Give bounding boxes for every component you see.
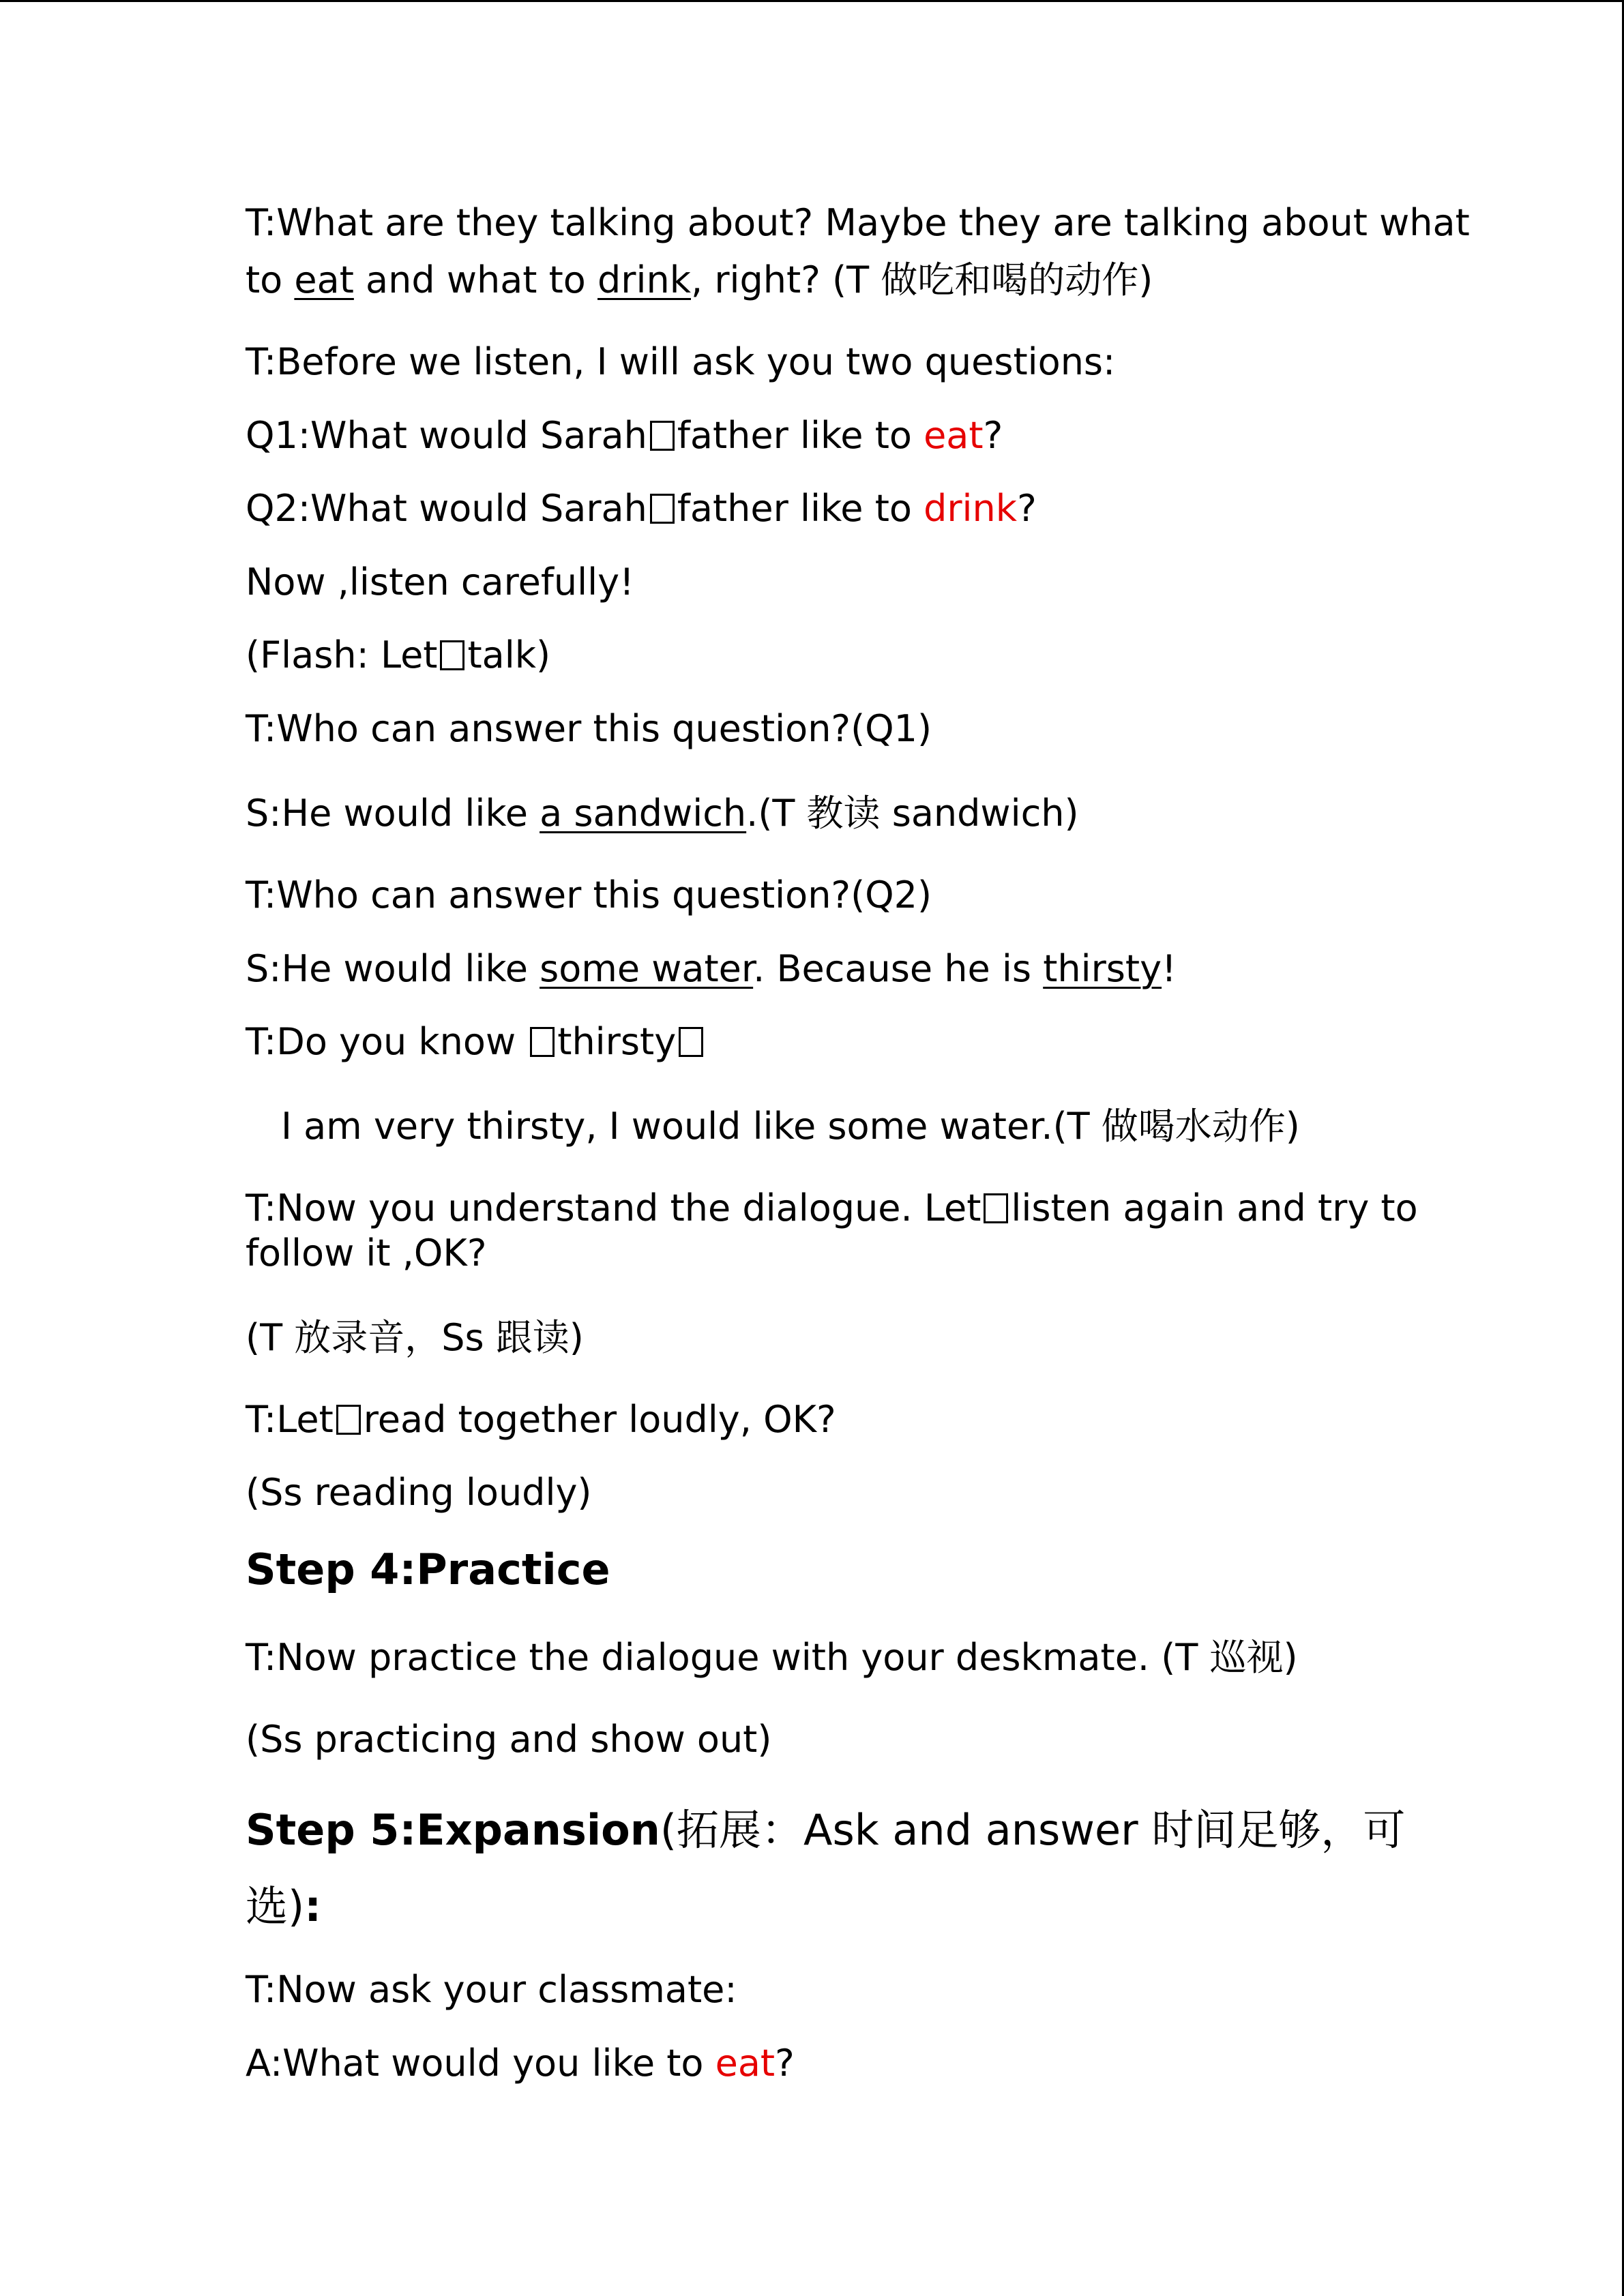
missing-glyph-icon xyxy=(650,421,675,451)
text: (Ss reading loudly) xyxy=(246,1471,592,1514)
paragraph-show-out xyxy=(246,1711,771,1768)
highlight-drink: drink xyxy=(924,487,1018,530)
paragraph-ask-classmate xyxy=(246,1961,737,2018)
highlight-eat: eat xyxy=(715,2042,776,2085)
paragraph-know-thirsty xyxy=(246,1013,706,1071)
paragraph-some-water xyxy=(246,940,1177,998)
text: listen again and try to xyxy=(1011,1187,1418,1229)
text: (T 放录音，Ss 跟读) xyxy=(246,1316,584,1359)
text: T:What are they talking about? Maybe they are talking about what xyxy=(246,201,1470,244)
text: and what to xyxy=(353,258,598,301)
text: S:He would like xyxy=(246,792,540,835)
text: A:What would you like to xyxy=(246,2042,715,2085)
paragraph-eat-drink xyxy=(246,252,1153,309)
text: S:He would like xyxy=(246,947,540,990)
text: Q1:What would Sarah xyxy=(246,414,647,457)
paragraph-talking-about xyxy=(246,194,1470,252)
heading-note: 选) xyxy=(246,1881,305,1931)
paragraph-what-eat xyxy=(246,2035,795,2092)
text: I am very thirsty, I would like some water.(T 做喝水动作) xyxy=(281,1105,1300,1148)
text: ! xyxy=(1162,947,1177,990)
text: ? xyxy=(983,414,1003,457)
question-1 xyxy=(246,407,1003,464)
paragraph-read-together xyxy=(246,1391,836,1448)
heading-note: (拓展：Ask and answer 时间足够，可 xyxy=(660,1805,1406,1855)
text: ? xyxy=(1017,487,1037,530)
paragraph-very-thirsty xyxy=(281,1098,1300,1155)
paragraph-follow-it xyxy=(246,1225,487,1282)
text: thirsty xyxy=(557,1020,677,1063)
text: . Because he is xyxy=(753,947,1044,990)
paragraph-who-q1 xyxy=(246,700,932,758)
heading-step-4 xyxy=(246,1532,610,1607)
text: Q2:What would Sarah xyxy=(246,487,647,530)
underlined-drink: drink xyxy=(597,258,691,301)
text: talk) xyxy=(467,633,551,676)
text: father like to xyxy=(677,414,924,457)
missing-glyph-icon xyxy=(984,1193,1008,1223)
text: .(T 教读 sandwich) xyxy=(746,792,1079,835)
heading-step-5 xyxy=(246,1793,1405,1868)
paragraph-sandwich xyxy=(246,785,1079,842)
heading-text: Step 4:Practice xyxy=(246,1545,610,1594)
paragraph-reading-loudly xyxy=(246,1464,592,1521)
underlined-some-water: some water xyxy=(540,947,754,990)
text: (Flash: Let xyxy=(246,633,438,676)
text: , right? (T 做吃和喝的动作) xyxy=(691,258,1153,301)
text: T:Before we listen, I will ask you two questions: xyxy=(246,340,1116,383)
missing-glyph-icon xyxy=(650,494,675,524)
text: T:Now practice the dialogue with your deskmate. (T 巡视) xyxy=(246,1636,1298,1679)
missing-glyph-icon xyxy=(679,1027,703,1057)
text: T:Now ask your classmate: xyxy=(246,1968,737,2011)
text: father like to xyxy=(677,487,924,530)
underlined-sandwich: a sandwich xyxy=(540,792,747,835)
text: follow it ,OK? xyxy=(246,1232,487,1274)
underlined-thirsty: thirsty xyxy=(1043,947,1162,990)
heading-bold-text: Step 5:Expansion xyxy=(246,1805,660,1855)
highlight-eat: eat xyxy=(924,414,984,457)
text: ? xyxy=(775,2042,795,2085)
text: T:Do you know xyxy=(246,1020,528,1063)
heading-colon: : xyxy=(304,1881,321,1931)
underlined-eat: eat xyxy=(294,258,354,301)
text: T:Now you understand the dialogue. Let xyxy=(246,1187,981,1229)
paragraph-before-listen xyxy=(246,333,1115,391)
paragraph-listen-carefully xyxy=(246,554,634,611)
text: T:Who can answer this question?(Q1) xyxy=(246,707,932,750)
text: Now ,listen carefully! xyxy=(246,561,634,603)
text: (Ss practicing and show out) xyxy=(246,1718,772,1761)
missing-glyph-icon xyxy=(530,1027,555,1057)
text: to xyxy=(246,258,295,301)
heading-step-5-continued xyxy=(246,1869,321,1944)
text: T:Who can answer this question?(Q2) xyxy=(246,874,932,916)
text: T:Let xyxy=(246,1398,334,1441)
paragraph-play-recording xyxy=(246,1309,584,1367)
paragraph-who-q2 xyxy=(246,867,932,924)
question-2 xyxy=(246,480,1037,537)
text: read together loudly, OK? xyxy=(363,1398,836,1441)
paragraph-flash xyxy=(246,627,550,684)
missing-glyph-icon xyxy=(336,1405,361,1435)
paragraph-practice-deskmate xyxy=(246,1629,1298,1686)
missing-glyph-icon xyxy=(440,640,464,670)
